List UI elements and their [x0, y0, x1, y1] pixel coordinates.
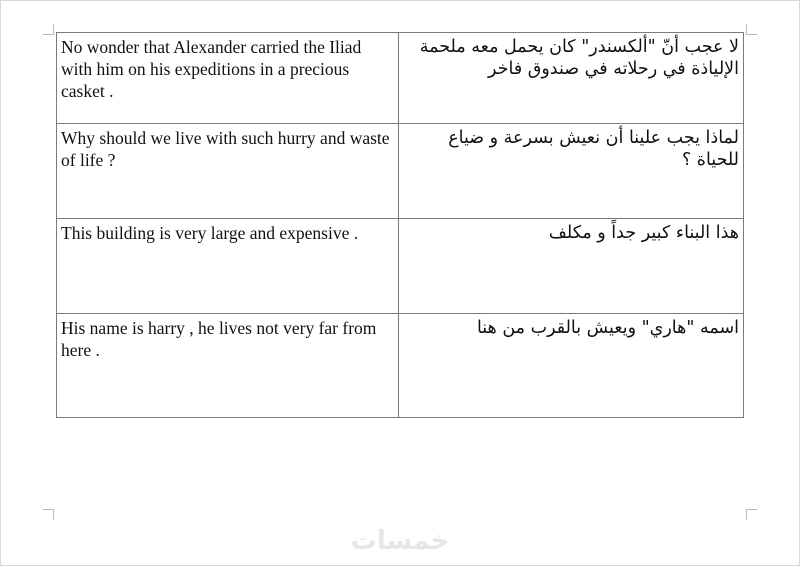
crop-mark-top-right: [746, 24, 757, 35]
arabic-cell[interactable]: هذا البناء كبير جداً و مكلف: [399, 219, 744, 314]
english-cell[interactable]: His name is harry , he lives not very far from here .: [57, 314, 399, 418]
arabic-cell[interactable]: لماذا يجب علينا أن نعيش بسرعة و ضياع للحياة ؟: [399, 124, 744, 219]
table-row: [57, 33, 744, 124]
english-cell[interactable]: This building is very large and expensive .: [57, 219, 399, 314]
crop-mark-top-left: [43, 24, 54, 35]
table-row: [57, 124, 744, 219]
crop-mark-bottom-right: [746, 509, 757, 520]
translation-table: [56, 32, 744, 418]
crop-mark-bottom-left: [43, 509, 54, 520]
english-cell[interactable]: No wonder that Alexander carried the Iliad with him on his expeditions in a precious casket .: [57, 33, 399, 124]
watermark-logo: خمسات: [350, 526, 450, 556]
english-cell[interactable]: Why should we live with such hurry and waste of life ?: [57, 124, 399, 219]
table-row: [57, 219, 744, 314]
table-row: [57, 314, 744, 418]
arabic-cell[interactable]: اسمه "هاري" ويعيش بالقرب من هنا: [399, 314, 744, 418]
arabic-cell[interactable]: لا عجب أنّ "ألكسندر" كان يحمل معه ملحمة الإلياذة في رحلاته في صندوق فاخر: [399, 33, 744, 124]
